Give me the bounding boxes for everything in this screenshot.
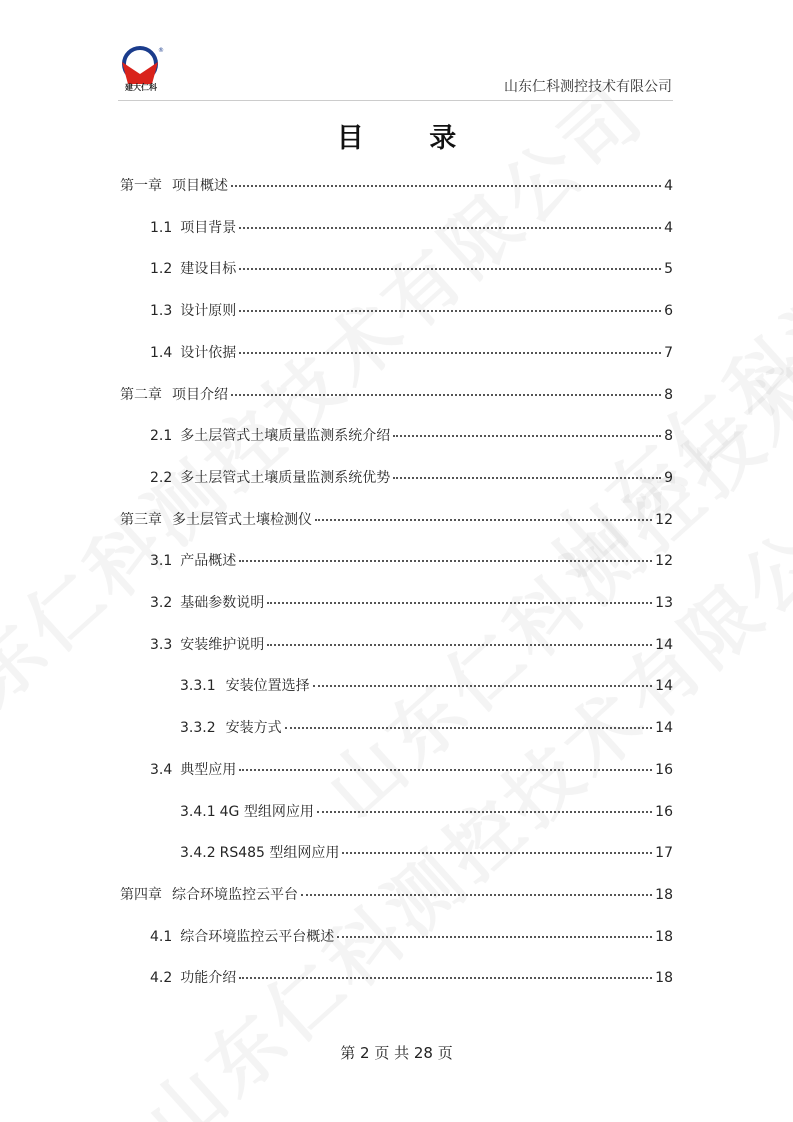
- toc-entry[interactable]: [150, 426, 673, 446]
- toc-leader-dots: [239, 352, 661, 354]
- toc-entry-page: 18: [655, 887, 673, 903]
- toc-entry-label: 项目介绍: [172, 387, 228, 403]
- toc-leader-dots: [342, 852, 652, 854]
- toc-entry[interactable]: [120, 510, 673, 530]
- toc-leader-dots: [317, 811, 652, 813]
- toc-entry[interactable]: [150, 593, 673, 613]
- toc-entry-page: 8: [664, 387, 673, 403]
- toc-entry-number: 1.3: [150, 303, 173, 319]
- toc-entry-number: 3.3.2: [180, 720, 216, 736]
- toc-leader-dots: [393, 477, 661, 479]
- toc-entry-label: 设计原则: [180, 303, 237, 319]
- toc-leader-dots: [239, 268, 661, 270]
- toc-entry-page: 9: [664, 470, 673, 486]
- toc-entry-number: 3.4: [150, 762, 173, 778]
- toc-entry-page: 6: [664, 303, 673, 319]
- toc-leader-dots: [337, 936, 652, 938]
- toc-entry[interactable]: [180, 718, 673, 738]
- toc-entry-number: 3.4.2: [180, 845, 216, 861]
- toc-entry[interactable]: [150, 927, 673, 947]
- toc-entry-label: 建设目标: [180, 261, 237, 277]
- toc-entry[interactable]: [150, 301, 673, 321]
- toc-entry[interactable]: [150, 259, 673, 279]
- toc-entry-page: 12: [655, 512, 673, 528]
- toc-leader-dots: [239, 310, 661, 312]
- svg-text:®: ®: [158, 47, 164, 54]
- toc-entry-number: 4.1: [150, 929, 173, 945]
- toc-entry-label: 典型应用: [180, 762, 237, 778]
- toc-entry-label: 多土层管式土壤质量监测系统优势: [180, 470, 391, 486]
- toc-leader-dots: [315, 519, 652, 521]
- toc-entry-page: 5: [664, 261, 673, 277]
- toc-entry-number: 第四章: [120, 887, 162, 903]
- toc-entry-label: 产品概述: [180, 553, 237, 569]
- toc-entry[interactable]: [150, 468, 673, 488]
- toc-entry-page: 13: [655, 595, 673, 611]
- toc-entry-number: 3.2: [150, 595, 173, 611]
- toc-entry-number: 3.3: [150, 637, 173, 653]
- toc-leader-dots: [285, 727, 653, 729]
- toc-entry-page: 8: [664, 428, 673, 444]
- toc-entry-number: 1.4: [150, 345, 173, 361]
- toc-entry[interactable]: [150, 218, 673, 238]
- toc-entry-number: 1.1: [150, 220, 173, 236]
- toc-entry-page: 18: [655, 929, 673, 945]
- toc-leader-dots: [239, 227, 661, 229]
- toc-entry[interactable]: [150, 635, 673, 655]
- toc-entry-number: 2.2: [150, 470, 173, 486]
- toc-entry-page: 16: [655, 804, 673, 820]
- page-footer: 第 2 页 共 28 页: [340, 1044, 453, 1062]
- toc-entry-number: 1.2: [150, 261, 173, 277]
- toc-entry-number: 4.2: [150, 970, 173, 986]
- toc-entry-label: 综合环境监控云平台概述: [180, 929, 335, 945]
- toc-entry-number: 第三章: [120, 512, 162, 528]
- toc-entry-label: 多土层管式土壤质量监测系统介绍: [180, 428, 391, 444]
- toc-leader-dots: [239, 977, 652, 979]
- watermark-text: [120, 448, 793, 1122]
- toc-entry-label: 基础参数说明: [180, 595, 265, 611]
- toc-entry-number: 第一章: [120, 178, 162, 194]
- toc-leader-dots: [239, 769, 652, 771]
- toc-entry[interactable]: [180, 843, 673, 863]
- toc-entry-page: 4: [664, 220, 673, 236]
- toc-entry[interactable]: [150, 343, 673, 363]
- toc-leader-dots: [301, 894, 652, 896]
- toc-entry[interactable]: [180, 802, 673, 822]
- toc-entry-label: 安装维护说明: [180, 637, 265, 653]
- toc-title: 目 录: [336, 123, 485, 154]
- toc-entry-label: 安装位置选择: [225, 678, 310, 694]
- toc-entry[interactable]: [180, 676, 673, 696]
- logo-caption: 建大仁科: [125, 83, 157, 92]
- toc-entry[interactable]: [150, 760, 673, 780]
- toc-entry-page: 14: [655, 678, 673, 694]
- toc-entry-page: 17: [655, 845, 673, 861]
- toc-entry[interactable]: [120, 385, 673, 405]
- toc-entry-label: RS485 型组网应用: [219, 845, 340, 861]
- toc-entry-number: 第二章: [120, 387, 162, 403]
- toc-leader-dots: [267, 602, 652, 604]
- toc-leader-dots: [239, 560, 652, 562]
- toc-entry-label: 4G 型组网应用: [219, 804, 314, 820]
- toc-entry-page: 4: [664, 178, 673, 194]
- toc-entry-number: 3.4.1: [180, 804, 216, 820]
- toc-entry-page: 7: [664, 345, 673, 361]
- toc-leader-dots: [313, 685, 653, 687]
- toc-entry-page: 18: [655, 970, 673, 986]
- watermark-text: [0, 58, 664, 779]
- toc-entry[interactable]: [150, 551, 673, 571]
- toc-leader-dots: [267, 644, 652, 646]
- toc-leader-dots: [231, 394, 661, 396]
- toc-entry[interactable]: [150, 968, 673, 988]
- toc-entry-label: 设计依据: [180, 345, 237, 361]
- toc-entry-label: 多土层管式土壤检测仪: [172, 512, 312, 528]
- toc-entry-label: 项目背景: [180, 220, 237, 236]
- toc-entry-label: 项目概述: [172, 178, 228, 194]
- toc-leader-dots: [393, 435, 661, 437]
- toc-entry[interactable]: [120, 176, 673, 196]
- toc-entry-page: 14: [655, 637, 673, 653]
- toc-entry-label: 功能介绍: [180, 970, 237, 986]
- toc-entry-number: 2.1: [150, 428, 173, 444]
- company-name: 山东仁科测控技术有限公司: [504, 79, 672, 95]
- toc-entry-page: 12: [655, 553, 673, 569]
- toc-entry-number: 3.3.1: [180, 678, 216, 694]
- toc-entry-label: 综合环境监控云平台: [172, 887, 298, 903]
- toc-entry-label: 安装方式: [225, 720, 282, 736]
- toc-leader-dots: [231, 185, 661, 187]
- toc-entry-number: 3.1: [150, 553, 173, 569]
- toc-entry-page: 14: [655, 720, 673, 736]
- toc-entry[interactable]: [120, 885, 673, 905]
- header-divider: [118, 100, 673, 101]
- toc-entry-page: 16: [655, 762, 673, 778]
